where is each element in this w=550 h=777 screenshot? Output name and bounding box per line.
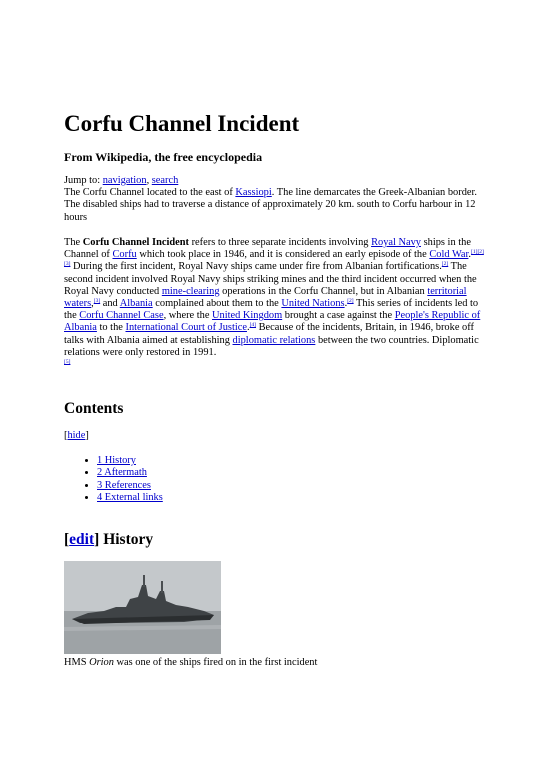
- toc-item: [97, 492, 163, 504]
- lead-text: refers to three separate incidents involving: [189, 237, 372, 248]
- kassiopi-link[interactable]: Kassiopi: [235, 187, 272, 199]
- hms-orion-photo[interactable]: [64, 561, 221, 654]
- map-caption-text: The Corfu Channel located to the east of: [64, 187, 236, 199]
- corfu-link[interactable]: Corfu: [112, 249, 137, 261]
- jump-separator: ,: [146, 175, 152, 186]
- lead-text: This series of incidents led to the: [64, 298, 479, 322]
- mine-clearing-link[interactable]: mine-clearing: [161, 285, 220, 297]
- navigation-link[interactable]: navigation: [102, 175, 147, 186]
- bracket: ]: [85, 430, 89, 441]
- caption-text: HMS: [64, 657, 90, 668]
- lead-text: and: [100, 298, 120, 310]
- lead-text: between the two countries. Diplomatic relations were only restored in 1991.: [64, 334, 479, 358]
- lead-text: The: [64, 237, 83, 248]
- caption-text: was one of the ships fired on in the first incident: [113, 657, 318, 668]
- toc-hide-link[interactable]: hide: [67, 430, 86, 441]
- albania-link[interactable]: Albania: [119, 298, 153, 310]
- reference-link[interactable]: [4]: [249, 322, 256, 329]
- toc-item: [97, 467, 163, 479]
- united-kingdom-link[interactable]: United Kingdom: [212, 310, 283, 322]
- page-title: Corfu Channel Incident: [64, 111, 300, 136]
- reference-link[interactable]: [2]: [347, 298, 354, 305]
- reference-link[interactable]: [2]: [441, 261, 449, 268]
- map-caption-text: . The line demarcates the Greek-Albanian border. The disabled ships had to traverse a distance of approximately 20 km. south to Corfu harbour in 12 hours: [64, 187, 477, 223]
- toc-list: [81, 455, 163, 504]
- search-link[interactable]: search: [151, 175, 179, 186]
- lead-text: to the: [96, 322, 126, 334]
- lead-text: brought a case against the: [282, 310, 395, 322]
- lead-paragraph: The Corfu Channel Incident refers to three separate incidents involving Royal Navy ships in the Channel of Corfu which took place in 1946, and it is considered an early episode of the Cold War.[1][2][3] During the first incident, Royal Navy ships came under fire from Albanian fortifications.[2] The second incident involved Royal Navy ships striking mines and the third incident occurred when the Royal Navy conducted mine-clearing operations in the Corfu Channel, but in Albanian territorial waters,[3] and Albania complained about them to the United Nations.[2] This series of incidents led to the Corfu Channel Case, where the United Kingdom brought a case against the People's Republic of Albania to the International Court of Justice.[4] Because of the incidents, Britain, in 1946, broke off talks with Albania aimed at establishing diplomatic relations between the two countries. Diplomatic relations were only restored in 1991. [5]: [64, 237, 484, 366]
- united-nations-link[interactable]: United Nations: [281, 298, 345, 310]
- bracket: [: [64, 430, 68, 441]
- territorial-waters-link[interactable]: territorial waters: [64, 285, 467, 310]
- royal-navy-link[interactable]: Royal Navy: [371, 237, 421, 248]
- toc-link-aftermath[interactable]: 2 Aftermath: [97, 467, 147, 479]
- toc-link-references[interactable]: 3 References: [97, 479, 151, 491]
- site-subtitle: From Wikipedia, the free encyclopedia: [64, 150, 263, 164]
- reference-link[interactable]: [3]: [93, 298, 101, 305]
- lead-text: which took place in 1946, and it is considered an early episode of the: [136, 249, 430, 261]
- toc-toggle: [64, 430, 89, 442]
- map-caption: [64, 187, 486, 224]
- lead-text: complained about them to the: [152, 298, 282, 310]
- bold-article-name: Corfu Channel Incident: [82, 237, 189, 248]
- cold-war-link[interactable]: Cold War: [429, 249, 469, 261]
- reference-link[interactable]: [1][2][3]: [64, 249, 484, 268]
- lead-text: operations in the Corfu Channel, but in Albanian: [219, 285, 428, 297]
- history-heading: [64, 531, 153, 549]
- edit-section-link[interactable]: edit: [69, 531, 95, 548]
- jump-to-line: [64, 175, 486, 187]
- lead-text: , where the: [163, 310, 213, 322]
- toc-item: [97, 480, 163, 492]
- image-caption: [64, 657, 317, 669]
- lead-text: The second incident involved Royal Navy ships striking mines and the third incident occurred when the Royal Navy conducted: [64, 261, 477, 297]
- reference-link[interactable]: [5]: [64, 359, 71, 366]
- toc-heading: Contents: [64, 400, 124, 417]
- jump-to-label: Jump to:: [64, 175, 103, 186]
- corfu-channel-case-link[interactable]: Corfu Channel Case: [79, 310, 164, 322]
- lead-text: During the first incident, Royal Navy ships came under fire from Albanian fortifications.: [70, 261, 442, 273]
- toc-link-history[interactable]: 1 History: [97, 455, 136, 466]
- ship-photo-graphic: [64, 561, 221, 654]
- toc-item: [97, 455, 163, 467]
- diplomatic-relations-link[interactable]: diplomatic relations: [232, 334, 316, 346]
- bracket: [: [64, 531, 70, 548]
- ship-name: Orion: [89, 657, 114, 668]
- history-heading-text: History: [99, 531, 154, 548]
- lead-text: ships in the Channel of: [64, 237, 471, 261]
- lead-text: Because of the incidents, Britain, in 1946, broke off talks with Albania aimed at establishing: [64, 322, 474, 346]
- intro-block: [64, 175, 486, 224]
- toc-link-external-links[interactable]: 4 External links: [97, 491, 163, 503]
- icj-link[interactable]: International Court of Justice: [125, 322, 247, 334]
- bracket: ]: [94, 531, 100, 548]
- peoples-republic-of-albania-link[interactable]: People's Republic of Albania: [64, 310, 481, 334]
